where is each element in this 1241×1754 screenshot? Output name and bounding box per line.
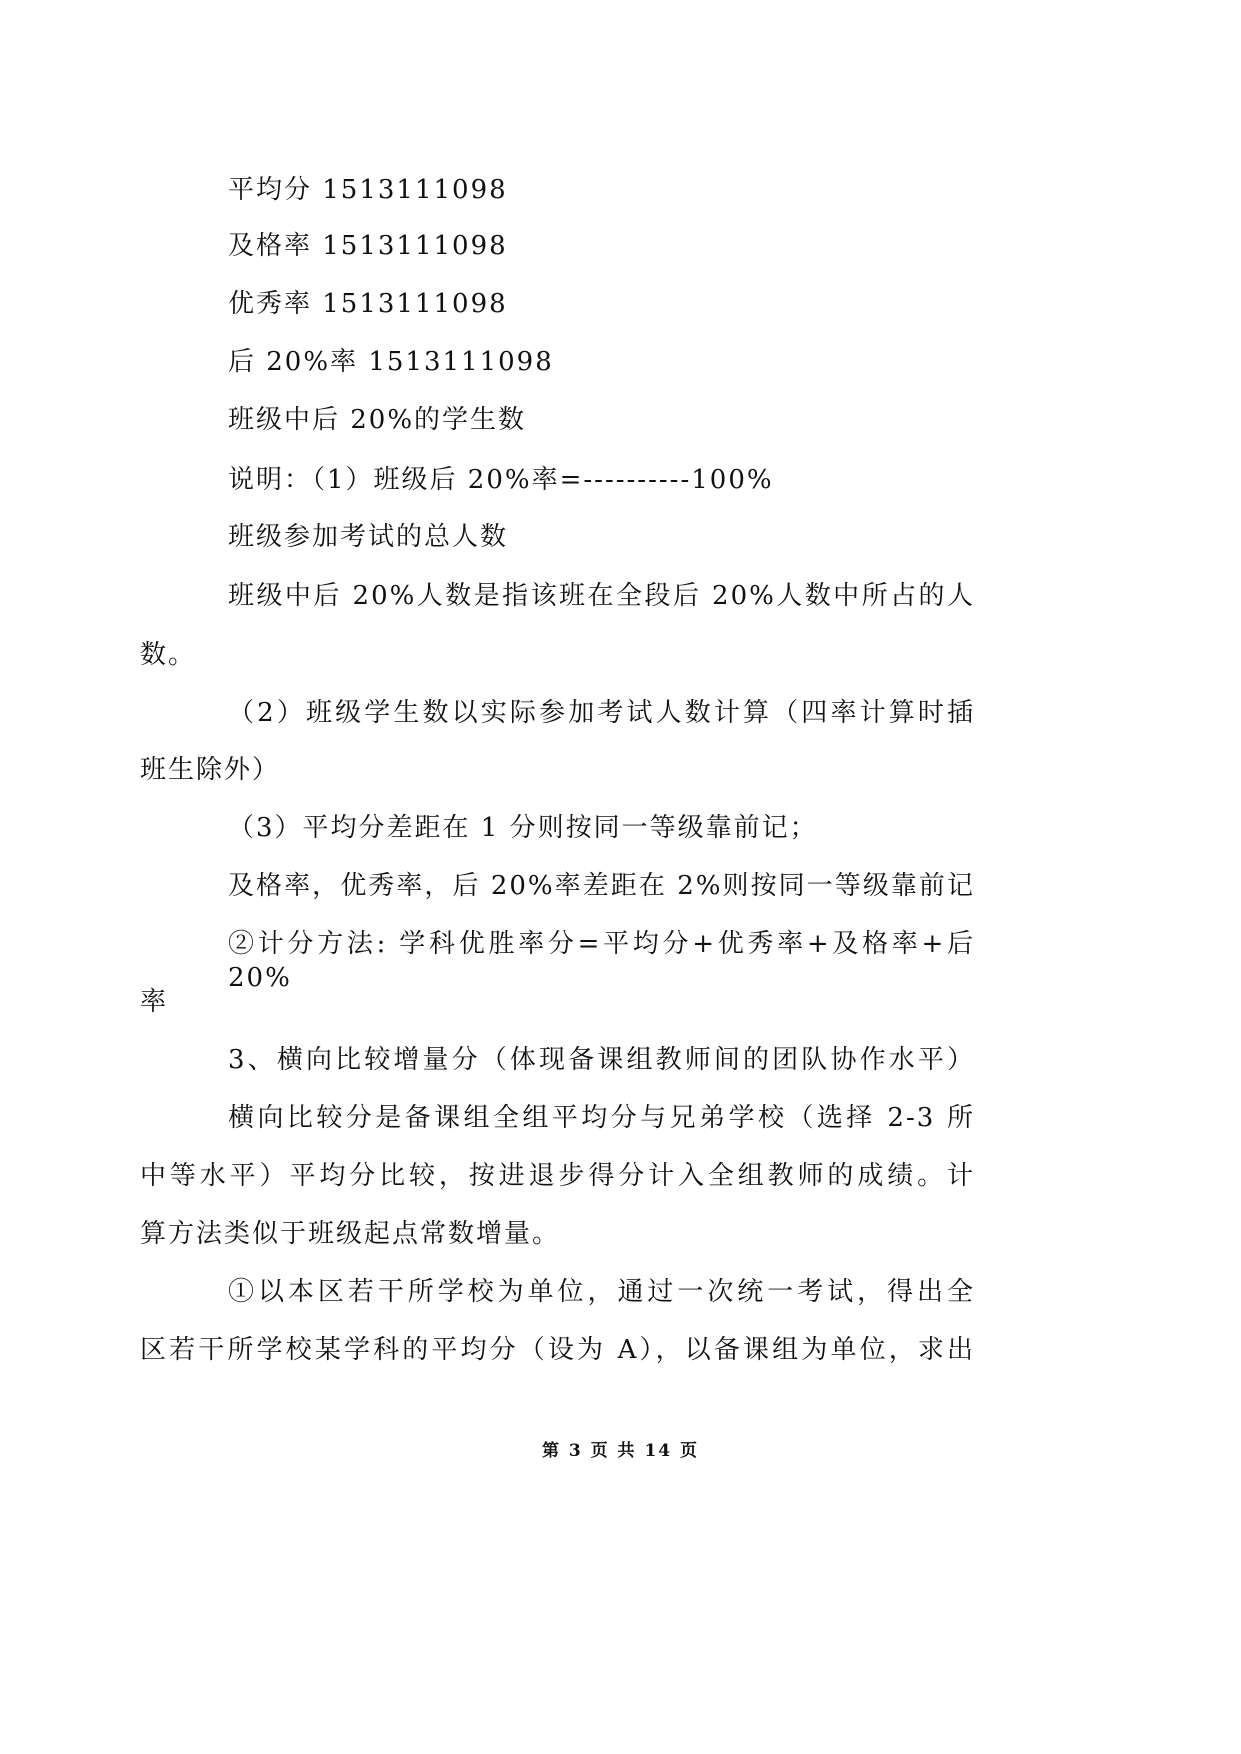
text-line: 及格率，优秀率，后 20%率差距在 2%则按同一等级靠前记 xyxy=(228,871,975,901)
text-line: 优秀率 1513111098 xyxy=(228,289,508,319)
text-line: 及格率 1513111098 xyxy=(228,231,508,261)
text-line: 率 xyxy=(140,987,169,1017)
text-line: 中等水平）平均分比较，按进退步得分计入全组教师的成绩。计 xyxy=(140,1161,975,1191)
text-line: 班级中后 20%人数是指该班在全段后 20%人数中所占的人 xyxy=(228,581,975,611)
section-heading: 3、横向比较增量分（体现备课组教师间的团队协作水平） xyxy=(228,1045,975,1075)
text-line: 班级中后 20%的学生数 xyxy=(228,405,527,435)
text-line: 后 20%率 1513111098 xyxy=(228,347,554,377)
text-line: 班生除外） xyxy=(140,755,281,785)
page-footer: 第 3 页 共 14 页 xyxy=(541,1441,700,1461)
text-line: 数。 xyxy=(140,640,197,670)
text-line: 区若干所学校某学科的平均分（设为 A），以备课组为单位，求出 xyxy=(140,1335,975,1365)
text-line: ①以本区若干所学校为单位，通过一次统一考试，得出全 xyxy=(228,1277,975,1307)
text-line: 说明：（1）班级后 20%率=----------100% xyxy=(228,465,774,495)
text-line: 班级参加考试的总人数 xyxy=(228,522,509,552)
text-line: ②计分方法: 学科优胜率分=平均分+优秀率+及格率+后 20% xyxy=(228,929,975,993)
text-line: 平均分 1513111098 xyxy=(228,175,508,205)
text-line: （3）平均分差距在 1 分则按同一等级靠前记； xyxy=(228,813,818,843)
text-line: 算方法类似于班级起点常数增量。 xyxy=(140,1219,561,1249)
text-line: 横向比较分是备课组全组平均分与兄弟学校（选择 2-3 所 xyxy=(228,1103,975,1133)
text-line: （2）班级学生数以实际参加考试人数计算（四率计算时插 xyxy=(228,698,975,728)
